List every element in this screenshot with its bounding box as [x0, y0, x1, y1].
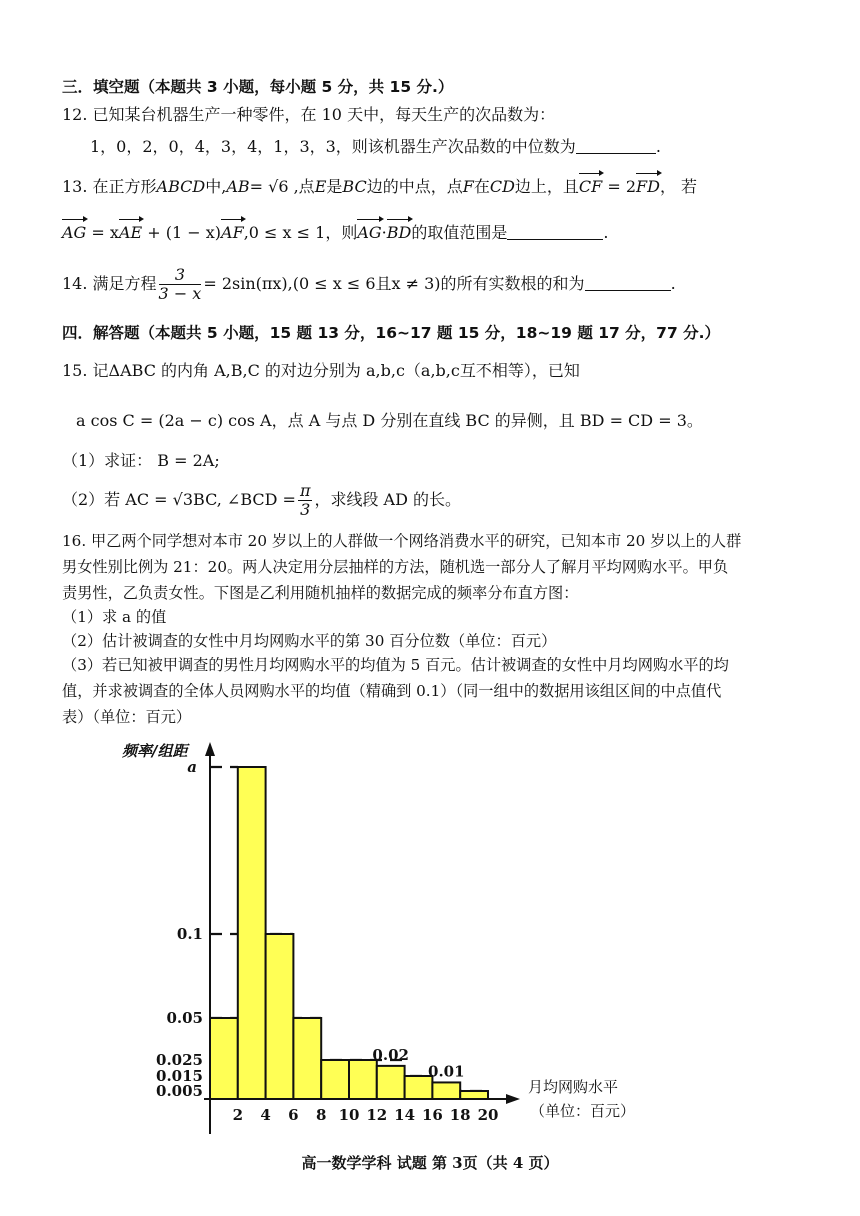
bar-10-12	[349, 1060, 377, 1099]
x-tick-2: 2	[232, 1106, 244, 1124]
q13-e: E	[314, 177, 327, 196]
q15-line1: 15. 记ΔABC 的内角 A,B,C 的对边分别为 a,b,c（a,b,c互不相等），已知	[62, 361, 580, 380]
q12-end: .	[655, 137, 661, 156]
q13-eq-mid: = 2	[602, 177, 637, 196]
x-tick-20: 20	[477, 1106, 499, 1124]
q16-part3a: （3）若已知被甲调查的男性月均网购水平的均值为 5 百元。估计被调查的女性中月均网购水平的均	[62, 656, 729, 674]
y-tick-5: 0.005	[156, 1082, 203, 1100]
q14-lead: 14. 满足方程	[62, 274, 157, 293]
vector-bd: BD	[386, 223, 412, 242]
q13-abcd: ABCD	[156, 177, 206, 196]
y-axis-arrow	[205, 742, 215, 756]
bar-16-18	[432, 1082, 460, 1099]
x-tick-16: 16	[421, 1106, 443, 1124]
q13-text-e: = √6 ,点	[249, 177, 315, 196]
x-tick-12: 12	[366, 1106, 388, 1124]
vector-ag-2: AG	[357, 223, 382, 242]
q16-part3c: 表）（单位：百元）	[62, 708, 192, 726]
x-tick-10: 10	[338, 1106, 360, 1124]
vector-cf: CF	[578, 177, 603, 196]
x-tick-8: 8	[315, 1106, 327, 1124]
q14-rest: = 2sin(πx),(0 ≤ x ≤ 6且x ≠ 3)的所有实数根的和为	[203, 274, 585, 293]
q14-end: .	[670, 274, 676, 293]
y-tick-labels	[156, 758, 203, 1100]
q13-text-i: 边的中点，点	[366, 177, 463, 196]
bar-0-2	[210, 1018, 238, 1099]
bar-4-6	[266, 934, 294, 1099]
section-4-heading: 四．解答题（本题共 5 小题，15 题 13 分，16~17 题 15 分，18~19 题 17 分，77 分.）	[62, 324, 721, 342]
q13-f: F	[462, 177, 474, 196]
q13-text-k: 在	[473, 177, 490, 196]
q13-tail: 的取值范围是	[411, 223, 508, 242]
x-tick-18: 18	[449, 1106, 471, 1124]
x-tick-6: 6	[288, 1106, 299, 1124]
q13-dot: ·	[381, 223, 387, 242]
q16-part2: （2）估计被调查的女性中月均网购水平的第 30 百分位数（单位：百元）	[62, 632, 557, 650]
q13-end: .	[603, 223, 609, 242]
q13-text-a: 13. 在正方形	[62, 177, 157, 196]
bar-2-4	[238, 767, 266, 1099]
q13-eq3: + (1 − x)	[142, 223, 222, 242]
vector-ag: AG	[62, 223, 87, 242]
vector-af: AF	[221, 223, 244, 242]
q16-part3b: 值，并求被调查的全体人员网购水平的均值（精确到 0.1）（同一组中的数据用该组区间的中点值代	[62, 682, 722, 700]
q15-denominator: 3	[300, 500, 311, 519]
q13-cd: CD	[489, 177, 515, 196]
q12-line1: 12. 已知某台机器生产一种零件，在 10 天中，每天生产的次品数为：	[62, 105, 556, 124]
q14-numerator: 3	[159, 266, 202, 285]
vector-fd: FD	[636, 177, 660, 196]
bar-8-10	[321, 1060, 349, 1099]
x-axis-arrow	[506, 1094, 520, 1104]
q13-ab: AB	[226, 177, 250, 196]
y-tick-1: 0.1	[176, 925, 203, 943]
q16-line2: 男女性别比例为 21：20。两人决定用分层抽样的方法，随机选一部分人了解月平均网购水平。甲负	[62, 558, 729, 576]
q13-text-c: 中,	[205, 177, 227, 196]
q15-line2: a cos C = (2a − c) cos A，点 A 与点 D 分别在直线 BC 的异侧，且 BD = CD = 3。	[76, 411, 703, 430]
y-tick-0: a	[187, 758, 197, 776]
x-axis-unit: （单位：百元）	[530, 1102, 636, 1120]
bar-6-8	[293, 1018, 321, 1099]
q15-part1: （1）求证： B = 2A;	[62, 451, 220, 470]
q16-line3: 责男性，乙负责女性。下图是乙利用随机抽样的数据完成的频率分布直方图：	[62, 584, 579, 602]
bar-18-20	[460, 1091, 488, 1099]
bar-label-8: 0.01	[428, 1062, 465, 1081]
x-tick-4: 4	[260, 1106, 271, 1124]
q13-text-m: 边上，且	[514, 177, 579, 196]
q13-cond: ,0 ≤ x ≤ 1，则	[243, 223, 358, 242]
section-3-heading: 三．填空题（本题共 3 小题，每小题 5 分，共 15 分.）	[62, 78, 454, 96]
y-tick-3: 0.025	[156, 1051, 203, 1069]
q16-line1: 16. 甲乙两个同学想对本市 20 岁以上的人群做一个网络消费水平的研究，已知本市 20 岁以上的人群	[62, 532, 742, 550]
q13-bc: BC	[342, 177, 367, 196]
x-axis-label: 月均网购水平	[528, 1078, 619, 1096]
q12-text: 1，0，2，0，4，3，4，1，3，3，则该机器生产次品数的中位数为	[90, 137, 576, 156]
q16-part1: （1）求 a 的值	[62, 608, 167, 626]
vector-ae: AE	[118, 223, 143, 242]
q13-eq2: = x	[86, 223, 119, 242]
bar-12-14	[377, 1066, 405, 1099]
q14-denominator: 3 − x	[158, 284, 202, 303]
q13-line1-end: ， 若	[659, 177, 698, 196]
histogram-bars	[210, 767, 488, 1099]
x-tick-labels	[233, 1106, 499, 1124]
y-tick-4: 0.015	[156, 1067, 203, 1085]
q15-numerator: π	[299, 481, 311, 500]
x-tick-14: 14	[394, 1106, 416, 1124]
q15-part2-b: ，求线段 AD 的长。	[314, 490, 462, 509]
q15-part2-a: （2）若 AC = √3BC, ∠BCD =	[62, 490, 296, 509]
q13-text-g: 是	[326, 177, 343, 196]
page-footer: 高一数学学科 试题 第 3页（共 4 页）	[301, 1154, 559, 1172]
y-axis-label: 频率/组距	[122, 742, 188, 760]
bar-label-6: 0.02	[372, 1045, 409, 1064]
y-tick-2: 0.05	[166, 1009, 203, 1027]
